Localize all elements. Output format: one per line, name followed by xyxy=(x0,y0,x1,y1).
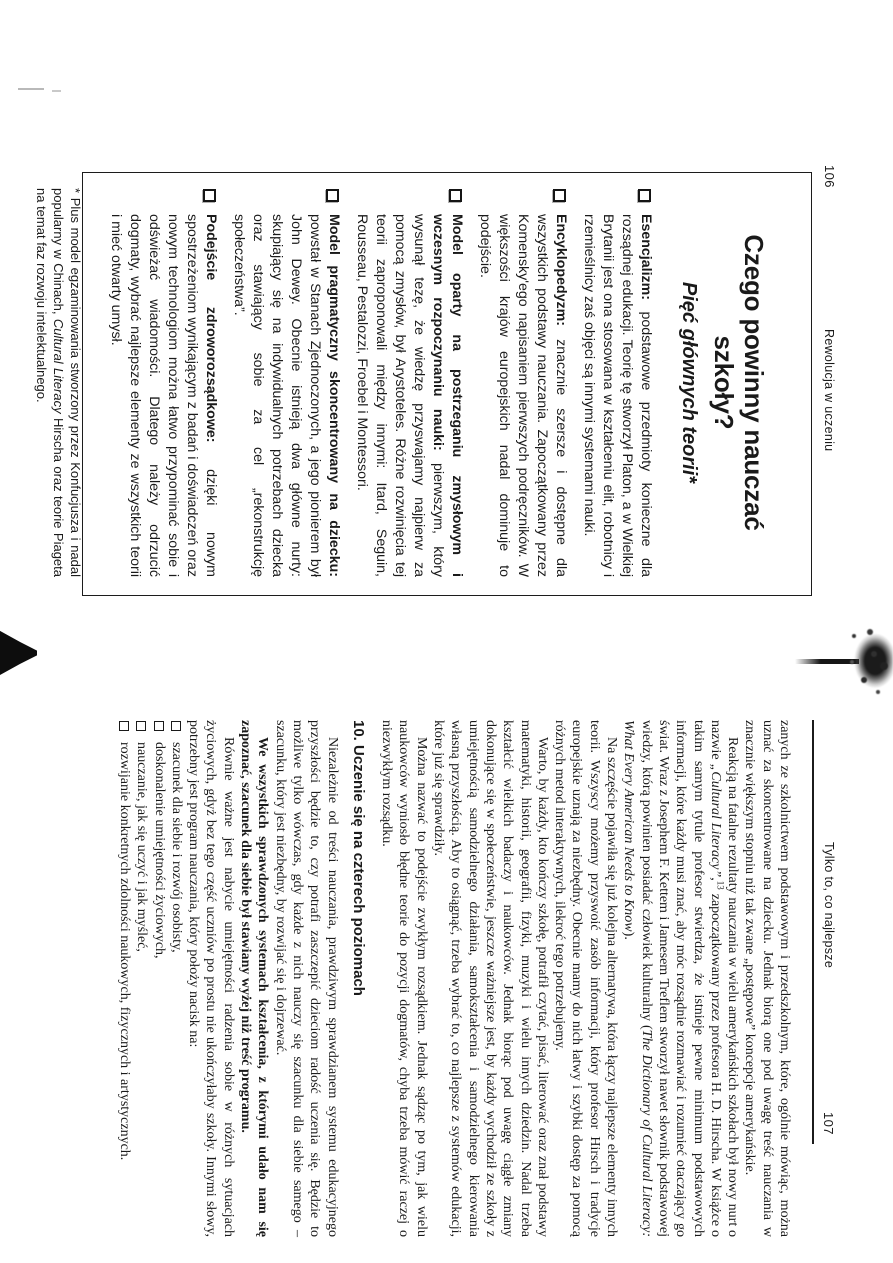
text-segment: 13 xyxy=(715,880,726,890)
text-segment: „Cultural Literacy” xyxy=(707,763,723,878)
text-segment: Reakcją na fatalne rezultaty nauczania w wielu amerykańskich szkołach był nowy nurt o nazwie xyxy=(707,720,741,1237)
page-107-body xyxy=(53,720,793,1237)
page-number-107: 107 xyxy=(821,1112,836,1135)
text-segment: Cultural Literacy xyxy=(51,318,66,414)
theory-box-frame xyxy=(34,172,812,596)
text-segment: Na szczęście pojawiła się już kolejna alternatywa, która łączy najlepsze elementy innych teorii. Wszyscy możemy przyswoić zasób informacji, który profesor Hirsch i tradycje europejskie uznają za niezbędny. Obecnie mamy do nich łatwy i szybki dostęp za pomocą różnych metod interaktywnych, ilekroć tego potrzebujemy. xyxy=(552,720,620,1237)
page-106 xyxy=(0,0,893,631)
running-header-106: Rewolucja w uczeniu xyxy=(822,329,836,452)
paragraph xyxy=(741,720,793,1237)
bullet-text: nauczanie, jak się uczyć i jak myśleć, xyxy=(134,742,150,952)
curriculum-bullet-list xyxy=(116,720,185,1237)
page-number-106: 106 xyxy=(822,165,837,188)
list-item xyxy=(352,188,466,577)
running-header-107: Tylko to, co najlepsze xyxy=(822,842,836,969)
square-checkbox-icon xyxy=(326,189,339,202)
bullet-text: szacunek dla siebie i rozwój osobisty, xyxy=(168,742,184,953)
bullet-term: Encyklopedyzm: xyxy=(553,214,569,326)
bullet-term: Podejście zdroworozsądkowe: xyxy=(203,214,219,443)
square-checkbox-icon xyxy=(553,189,566,202)
text-segment: zapoczątkowany przez profesora H. D. Hirscha. W książce o takim samym tytule profesor stwierdza, że istnieje pewne minimum podstawowych informacji, które każdy musi znać, aby móc rozsądnie rozmawiać i rozumieć otaczający go świat. Wraz z Josephem F. Kettem i Jamesem Treflem stworzył nawet słownik podstawowej wiedzy, którą powinien posiadać człowiek kulturalny ( xyxy=(638,720,723,1238)
text-segment: We wszystkich sprawdzonych systemach kształcenia, z którymi udało nam się zapoznać, szacunek dla siebie był stawiany wyżej niż treść programu. xyxy=(238,720,271,1237)
square-checkbox-icon xyxy=(171,721,181,731)
square-checkbox-icon xyxy=(449,189,462,202)
text-segment: The Dictionary of Cultural Literacy: What Every American Needs to Know xyxy=(621,720,654,1237)
square-checkbox-icon xyxy=(119,721,129,731)
paragraph xyxy=(620,720,741,1237)
theory-bullet-list xyxy=(106,188,655,577)
list-item xyxy=(150,720,167,1237)
paragraph xyxy=(237,720,272,1237)
bullet-text: podstawowe przedmioty konieczne dla rozsądnej edukacji. Teorię tę stworzył Platon, a w Wielkiej Brytanii jest ona stosowana w kształceniu elit, robotnicy i rzemieślnicy zaś objęci są innymi systemami nauki. xyxy=(581,214,654,577)
scan-dash-artifact xyxy=(18,88,44,90)
paragraph xyxy=(430,720,551,1237)
list-item xyxy=(475,188,570,577)
header-rule xyxy=(812,720,814,1144)
text-segment: Hirscha oraz teorie Piageta na temat faz rozwoju intelektualnego. xyxy=(34,188,66,577)
bullet-term: Model pragmatyczny skoncentrowany na dziecku: xyxy=(326,214,342,577)
bullet-term: Esencjalizm: xyxy=(638,214,654,300)
bullet-term: Model oparty na postrzeganiu zmysłowym i wczesnym rozpoczynaniu nauki: xyxy=(430,214,465,577)
page-107 xyxy=(0,632,893,1263)
list-item xyxy=(579,188,655,577)
list-item xyxy=(106,188,220,577)
fold-smudge-artifact xyxy=(846,624,893,704)
bullet-text: dzięki nowym spostrzeżeniom wynikającym z badań i doświadczeń oraz nowym technologiom można łatwo przypominać sobie i odświeżać wiadomości. Dlatego należy odrzucić dogmaty, wybrać najlepsze elementy ze wszystkich teorii i mieć otwarty umysł. xyxy=(108,214,219,577)
text-segment: Niezależnie od treści nauczania, prawdziwym sprawdzianem systemu edukacyjnego przyszłości będzie to, czy potrafi zaszczepić dzieciom radość uczenia się. Będzie to możliwe tylko wówczas, gdy każde z nich nauczy się szacunku dla siebie samego – szacunku, który jest niezbędny, by rozwijać się i dojrzewać. xyxy=(272,720,340,1237)
square-checkbox-icon xyxy=(203,189,216,202)
text-segment: Warto, by każdy, kto kończy szkołę, potrafił czytać, pisać, literować oraz znał podstawy matematyki, historii, geografii, fizyki, muzyki i wielu innych dziedzin. Nadal trzeba kształcić wielkich badaczy i naukowców. Jednak biorąc pod uwagę ciągłe zmiany dokonujące się w społeczeństwie, jeszcze ważniejsze jest, by każdy wychodził ze szkoły z umiejętnością samodzielnego działania, samokształcenia i samodzielnego kierowania własną przyszłością. Aby to osiągnąć, trzeba wybrać to, co najlepsze z systemów edukacji, które już się sprawdziły. xyxy=(431,720,550,1237)
text-segment: Można nazwać to podejście zwykłym rozsądkiem. Jednak sądząc po tym, jak wielu naukowców wyniosło błędne teorie do pozycji dogmatów, chyba trzeba mówić raczej o niezwykłym rozsądku. xyxy=(379,720,429,1237)
list-item xyxy=(229,188,343,577)
text-segment: , xyxy=(707,877,723,881)
square-checkbox-icon xyxy=(154,721,164,731)
list-item xyxy=(133,720,150,1237)
bullet-text: pierwszym, który wysunął tezę, że wiedzę przyswajamy najpierw za pomocą zmysłów, był Arystoteles. Różne rozwinięcia tej teorii zaproponowali między innymi: Itard, Seguin, Rousseau, Pestalozzi, Froebel i Montessori. xyxy=(354,214,446,577)
section-heading: 10. Uczenie się na czterech poziomach xyxy=(349,720,367,996)
paragraph xyxy=(378,720,430,1237)
bullet-text: doskonalenie umiejętności życiowych, xyxy=(151,742,167,959)
paragraph xyxy=(185,720,237,1237)
square-checkbox-icon xyxy=(638,189,651,202)
list-item xyxy=(168,720,185,1237)
bullet-text: znacznie szersze i dostępne dla wszystkich podstawy nauczania. Zapoczątkowany przez Komensky'ego napisaniem pierwszych podręczników. W większości krajów europejskich nadal dominuje to podejście. xyxy=(477,214,569,577)
box-subtitle: Pięć głównych teorii* xyxy=(678,281,700,484)
text-segment: * Plus model egzaminowania stworzony przez Konfucjusza i nadal popularny w Chinach, xyxy=(51,188,83,577)
text-segment: ). xyxy=(621,931,637,940)
paragraph xyxy=(551,720,620,1237)
bullet-text: powstał w Stanach Zjednoczonych, a jego pionierem był John Dewey. Obecnie istnieją dwa główne nurty: skupiający się na indywidualnych potrzebach dziecka oraz stawiający sobie za cel „rekonstrukcję społeczeństwa”. xyxy=(231,214,323,577)
scan-dash-artifact xyxy=(52,90,61,92)
square-checkbox-icon xyxy=(136,721,146,731)
text-segment: Równie ważne jest nabycie umiejętności radzenia sobie w różnych sytuacjach życiowych, gdyż bez tego część uczniów po prostu nie ukończyłaby szkoły. Innymi słowy, potrzebny jest program nauczania, który położy nacisk na: xyxy=(186,720,236,1237)
text-segment: zanych ze szkolnictwem podstawowym i przedszkolnym, które, ogólnie mówiąc, można uznać za skoncentrowane na dziecku. Jednak biorą one pod uwagę treść nauczania w znacznie większym stopniu niż tak zwane „postępowe” koncepcje amerykańskie. xyxy=(742,720,792,1237)
list-item xyxy=(116,720,133,1237)
bullet-text: rozwijanie konkretnych zdolności naukowych, fizycznych i artystycznych. xyxy=(117,742,133,1161)
paragraph xyxy=(271,720,340,1237)
footnote xyxy=(33,188,84,577)
box-title: Czego powinny nauczać szkoły? xyxy=(709,234,769,531)
